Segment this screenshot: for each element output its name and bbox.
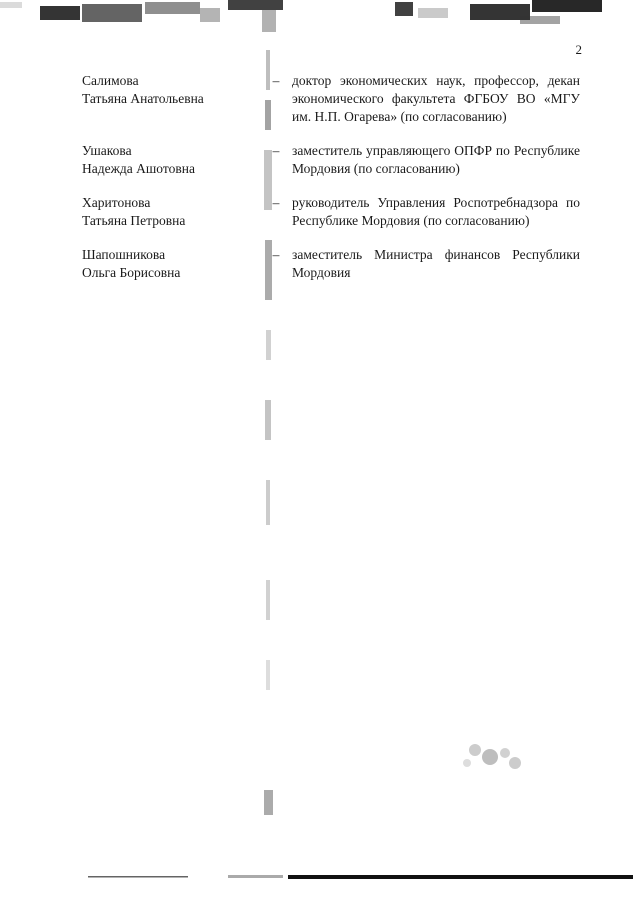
member-name	[82, 246, 260, 282]
member-surname: Ушакова	[82, 143, 132, 158]
member-name	[82, 142, 260, 178]
scan-blot	[455, 735, 530, 775]
member-dash: –	[272, 195, 280, 210]
member-name	[82, 194, 260, 230]
scan-bottom-edge	[88, 874, 633, 880]
member-position: заместитель управляющего ОПФР по Республике Мордовия (по согласованию)	[292, 143, 580, 176]
member-row	[82, 194, 582, 230]
page-number: 2	[575, 42, 582, 57]
member-dash: –	[272, 73, 280, 88]
member-position: доктор экономических наук, профессор, декан экономического факультета ФГБОУ ВО «МГУ им. Н.П. Огарева» (по согласованию)	[292, 73, 580, 124]
member-given-names: Татьяна Петровна	[82, 213, 186, 228]
member-name	[82, 72, 260, 126]
scan-noise-top	[0, 0, 640, 40]
member-row	[82, 142, 582, 178]
member-dash: –	[272, 143, 280, 158]
member-position: заместитель Министра финансов Республики Мордовия	[292, 247, 580, 280]
member-surname: Шапошникова	[82, 247, 166, 262]
member-given-names: Ольга Борисовна	[82, 265, 181, 280]
member-position: руководитель Управления Роспотребнадзора по Республике Мордовия (по согласованию)	[292, 195, 580, 228]
member-surname: Харитонова	[82, 195, 151, 210]
member-surname: Салимова	[82, 73, 139, 88]
member-given-names: Татьяна Анатольевна	[82, 91, 204, 106]
member-dash: –	[272, 247, 280, 262]
member-given-names: Надежда Ашотовна	[82, 161, 195, 176]
member-row	[82, 72, 582, 126]
member-row	[82, 246, 582, 282]
commission-members-list	[82, 72, 582, 298]
